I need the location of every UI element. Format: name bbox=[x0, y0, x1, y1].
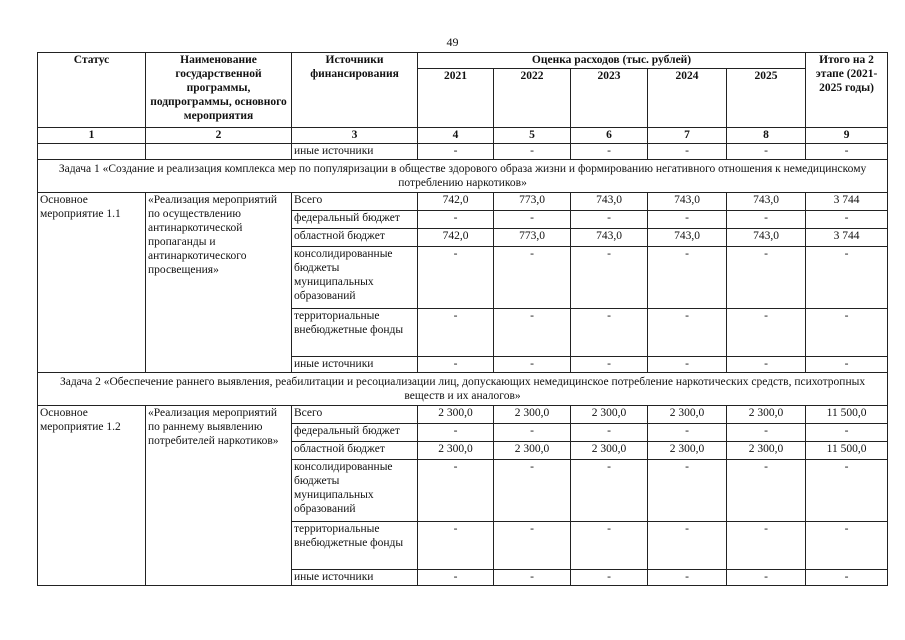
value-cell: - bbox=[418, 357, 494, 373]
value-cell: - bbox=[806, 357, 888, 373]
measure-name: «Реализация мероприятий по раннему выявлению потребителей наркотиков» bbox=[146, 406, 292, 586]
value-cell: - bbox=[727, 424, 806, 442]
value-cell: - bbox=[806, 460, 888, 522]
value-cell: - bbox=[418, 309, 494, 357]
value-cell: - bbox=[727, 357, 806, 373]
value-cell: 2 300,0 bbox=[571, 406, 648, 424]
header-year: 2023 bbox=[571, 69, 648, 128]
status-cell: Основное мероприятие 1.1 bbox=[38, 193, 146, 373]
value-cell: 742,0 bbox=[418, 193, 494, 211]
task-2-title: Задача 2 «Обеспечение раннего выявления, реабилитации и ресоциализации лиц, допускающих немедицинское потребление наркотических средств, психотропных веществ и их аналогов» bbox=[38, 373, 888, 406]
value-cell: - bbox=[648, 309, 727, 357]
source-label: федеральный бюджет bbox=[292, 424, 418, 442]
value-cell: - bbox=[648, 211, 727, 229]
table-row bbox=[38, 144, 888, 160]
measure-name: «Реализация мероприятий по осуществлению антинаркотической пропаганды и антинаркотического просвещения» bbox=[146, 193, 292, 373]
value-cell: - bbox=[571, 144, 648, 160]
value-cell: - bbox=[727, 211, 806, 229]
value-cell: 773,0 bbox=[494, 229, 571, 247]
value-cell: - bbox=[571, 309, 648, 357]
col-number: 6 bbox=[571, 128, 648, 144]
value-cell: 11 500,0 bbox=[806, 406, 888, 424]
value-cell: 3 744 bbox=[806, 193, 888, 211]
header-sources: Источники финансирования bbox=[292, 53, 418, 128]
value-cell: 743,0 bbox=[727, 229, 806, 247]
source-label: территориальные внебюджетные фонды bbox=[292, 309, 418, 357]
value-cell: - bbox=[494, 460, 571, 522]
task-row bbox=[38, 373, 888, 406]
source-label: иные источники bbox=[292, 144, 418, 160]
header-status: Статус bbox=[38, 53, 146, 128]
col-number: 5 bbox=[494, 128, 571, 144]
value-cell: - bbox=[727, 247, 806, 309]
task-1-title: Задача 1 «Создание и реализация комплекса мер по популяризации в обществе здорового образа жизни и формированию негативного отношения к немедицинскому потреблению наркотиков» bbox=[38, 160, 888, 193]
source-label: консолидированные бюджеты муниципальных образований bbox=[292, 460, 418, 522]
header-total: Итого на 2 этапе (2021-2025 годы) bbox=[806, 53, 888, 128]
value-cell: - bbox=[418, 424, 494, 442]
value-cell: 743,0 bbox=[727, 193, 806, 211]
col-number: 3 bbox=[292, 128, 418, 144]
value-cell: 773,0 bbox=[494, 193, 571, 211]
header-estimate: Оценка расходов (тыс. рублей) bbox=[418, 53, 806, 69]
value-cell: - bbox=[806, 144, 888, 160]
value-cell: - bbox=[494, 211, 571, 229]
value-cell: 2 300,0 bbox=[727, 406, 806, 424]
value-cell: 3 744 bbox=[806, 229, 888, 247]
col-number: 7 bbox=[648, 128, 727, 144]
source-label: Всего bbox=[292, 193, 418, 211]
value-cell: - bbox=[494, 522, 571, 570]
expenses-table bbox=[37, 52, 888, 586]
value-cell: 743,0 bbox=[571, 193, 648, 211]
page-number: 49 bbox=[446, 35, 459, 49]
value-cell: - bbox=[648, 522, 727, 570]
value-cell: - bbox=[806, 309, 888, 357]
value-cell: 2 300,0 bbox=[494, 406, 571, 424]
value-cell: - bbox=[727, 570, 806, 586]
table-row bbox=[38, 406, 888, 424]
header-name: Наименование государственной программы, подпрограммы, основного мероприятия bbox=[146, 53, 292, 128]
value-cell: - bbox=[494, 144, 571, 160]
value-cell: - bbox=[727, 144, 806, 160]
value-cell: - bbox=[571, 460, 648, 522]
source-label: иные источники bbox=[292, 357, 418, 373]
task-row bbox=[38, 160, 888, 193]
value-cell: - bbox=[418, 211, 494, 229]
value-cell: - bbox=[494, 570, 571, 586]
value-cell: 743,0 bbox=[648, 193, 727, 211]
value-cell: 743,0 bbox=[648, 229, 727, 247]
source-label: территориальные внебюджетные фонды bbox=[292, 522, 418, 570]
value-cell: 2 300,0 bbox=[571, 442, 648, 460]
value-cell: - bbox=[806, 211, 888, 229]
source-label: консолидированные бюджеты муниципальных образований bbox=[292, 247, 418, 309]
header-year: 2021 bbox=[418, 69, 494, 128]
col-number: 1 bbox=[38, 128, 146, 144]
header-year: 2025 bbox=[727, 69, 806, 128]
value-cell: - bbox=[727, 460, 806, 522]
value-cell: - bbox=[571, 570, 648, 586]
value-cell: - bbox=[418, 522, 494, 570]
value-cell: 2 300,0 bbox=[727, 442, 806, 460]
value-cell: - bbox=[648, 357, 727, 373]
value-cell: - bbox=[648, 144, 727, 160]
value-cell: - bbox=[648, 424, 727, 442]
source-label: областной бюджет bbox=[292, 442, 418, 460]
value-cell: 2 300,0 bbox=[418, 406, 494, 424]
value-cell: - bbox=[727, 522, 806, 570]
value-cell: - bbox=[571, 424, 648, 442]
value-cell: 2 300,0 bbox=[494, 442, 571, 460]
value-cell: 11 500,0 bbox=[806, 442, 888, 460]
value-cell: - bbox=[806, 570, 888, 586]
value-cell: - bbox=[494, 424, 571, 442]
value-cell: - bbox=[571, 357, 648, 373]
value-cell: - bbox=[494, 309, 571, 357]
value-cell: 2 300,0 bbox=[418, 442, 494, 460]
value-cell: - bbox=[494, 357, 571, 373]
value-cell: - bbox=[418, 247, 494, 309]
col-number: 2 bbox=[146, 128, 292, 144]
source-label: Всего bbox=[292, 406, 418, 424]
value-cell: - bbox=[418, 460, 494, 522]
value-cell: - bbox=[648, 247, 727, 309]
status-cell: Основное мероприятие 1.2 bbox=[38, 406, 146, 586]
value-cell: 742,0 bbox=[418, 229, 494, 247]
col-number: 9 bbox=[806, 128, 888, 144]
value-cell: 743,0 bbox=[571, 229, 648, 247]
value-cell: 2 300,0 bbox=[648, 406, 727, 424]
value-cell: - bbox=[806, 522, 888, 570]
value-cell: - bbox=[571, 247, 648, 309]
value-cell: - bbox=[806, 247, 888, 309]
value-cell: - bbox=[571, 211, 648, 229]
value-cell: - bbox=[418, 570, 494, 586]
value-cell: - bbox=[806, 424, 888, 442]
header-year: 2022 bbox=[494, 69, 571, 128]
table-row bbox=[38, 193, 888, 211]
source-label: иные источники bbox=[292, 570, 418, 586]
value-cell: - bbox=[648, 460, 727, 522]
value-cell: - bbox=[571, 522, 648, 570]
value-cell: - bbox=[648, 570, 727, 586]
value-cell: - bbox=[494, 247, 571, 309]
col-number: 8 bbox=[727, 128, 806, 144]
value-cell: 2 300,0 bbox=[648, 442, 727, 460]
header-year: 2024 bbox=[648, 69, 727, 128]
source-label: федеральный бюджет bbox=[292, 211, 418, 229]
source-label: областной бюджет bbox=[292, 229, 418, 247]
value-cell: - bbox=[418, 144, 494, 160]
value-cell: - bbox=[727, 309, 806, 357]
col-number: 4 bbox=[418, 128, 494, 144]
